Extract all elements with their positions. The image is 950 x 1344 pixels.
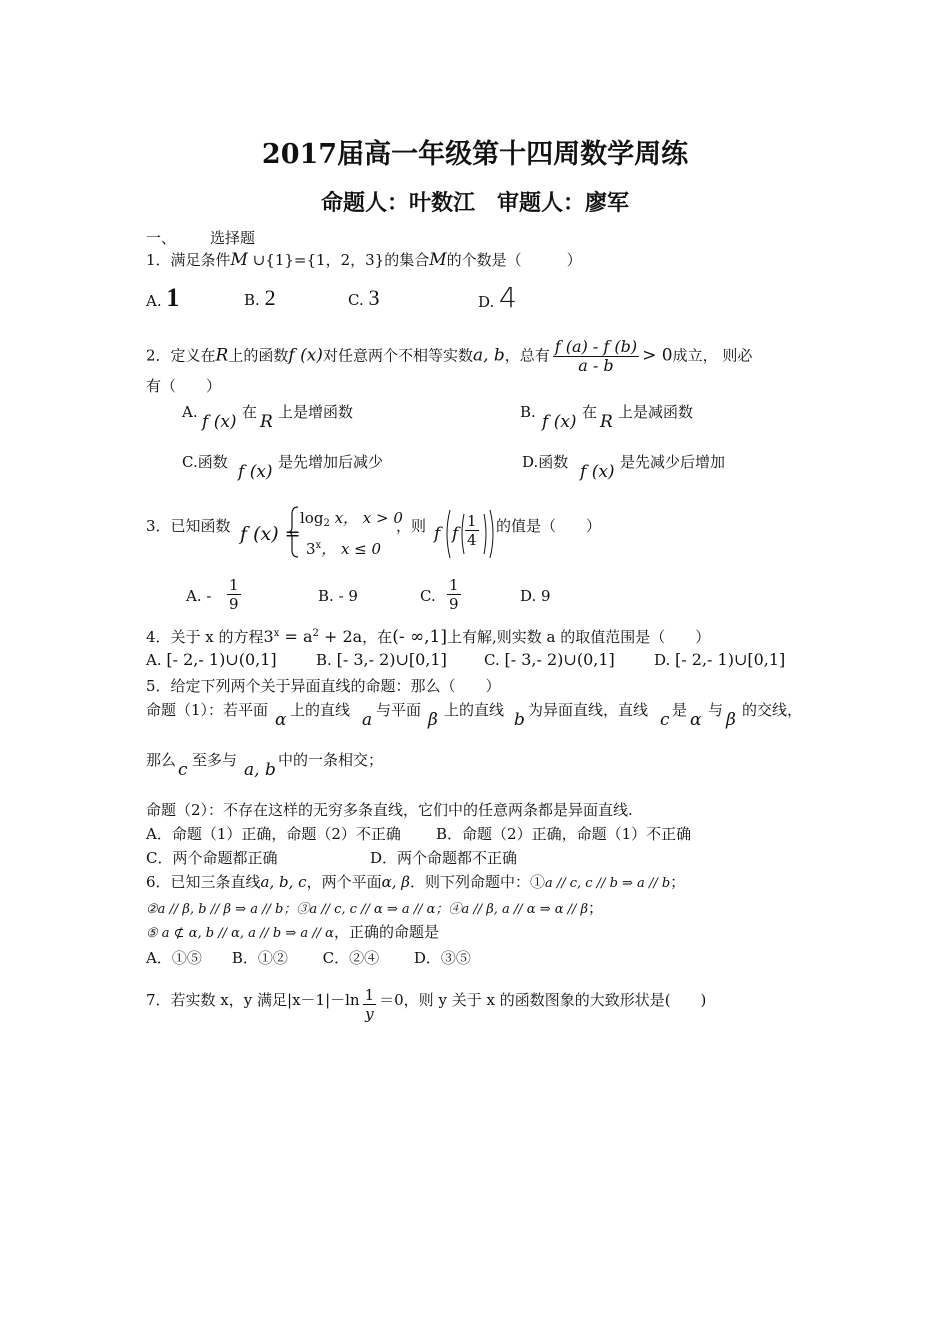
question-1-option-c: C. 3 [348, 285, 380, 310]
question-4-option-a: A. [- 2,- 1)∪(0,1] [146, 650, 277, 669]
question-6-options: A．①⑤ B．①② C．②④ D．③⑤ [146, 949, 471, 967]
question-6-statements: ②a // β, b // β ⇒ a // b；③a // c, c // α ⇒ a // α；④a // β, a // α ⇒ α // β； [146, 899, 604, 917]
question-2-stem: 2．定义在R上的函数f (x)对任意两个不相等实数a, b，总有 $\frac{f (a) - f (b)}{a - b}$ > 0成立， 则必 [146, 337, 753, 375]
question-2-option-c: C.函数 [182, 453, 228, 471]
question-5-option-c: C．两个命题都正确 [146, 849, 278, 867]
proposition-1-line-2: 那么 [146, 751, 177, 769]
question-6-stem: 6．已知三条直线a, b, c，两个平面α, β．则下列命题中：①a // c, c // b ⇒ a // b； [146, 873, 686, 891]
question-5-stem: 5．给定下列两个关于异面直线的命题：那么（ ） [146, 677, 501, 695]
piecewise-case-2: 3$^x$， x ≤ 0 [306, 540, 382, 558]
question-3-option-a: A. - [186, 587, 212, 605]
question-4-stem: 4．关于 x 的方程$3^x = a^2 + 2a$，在(- ∞,1]上有解,则实数 a 的取值范围是（ ） [146, 627, 711, 647]
question-1-option-a: A. 1 [146, 283, 180, 312]
question-6-statement-5: ⑤ a ⊄ α, b // α, a // b ⇒ a // α，正确的命题是 [146, 923, 439, 941]
question-4-option-c: C. [- 3,- 2)∪(0,1] [484, 650, 615, 669]
document-page: 2017届高一年级第十四周数学周练 命题人：叶数江 审题人：廖军 一、 选择题 1．满足条件M ∪{1}={1，2，3}的集合M的个数是（ ） A. 1 B. 2 C. 3 D. 4 2．定义在R上的函数f (x)对任意两个不相等实数a, b，总有 $\frac{f (a) - f (b)}{a - b}$ > 0成立， 则必 有（ ） A. f (x) 在 R 上是增函数 B. f (x) 在 R 上是减函数 C.函数 f (x) 是先增加后减少 D.函数 f (x) 是先减少后增加 3．已知函数 f (x) = $\log_2 x$， x > 0 3$^x$， x ≤ 0 ，则 f f $\frac{1}{4}$ 的值是（ ） A. - $\frac{1}{9}$ B. - 9 C. $\frac{1}{9}$ D. 9 4．关于 x 的方程$3^x = a^2 + 2a$，在(- ∞,1]上有解,则实数 a 的取值范围是（ ） A. [- 2,- 1)∪(0,1] B. [- 3,- 2)∪[0,1] C. [- 3,- 2)∪(0,1] D. [- 2,- 1)∪[0,1] 5．给定下列两个关于异面直线的命题：那么（ ） 命题（1）：若平面 α 上的直线 a 与平面 β 上的直线 b 为异面直线，直线 c 是 α 与 β 的交线， 那么 c 至多与 a, b 中的一条相交； 命题（2）：不存在这样的无穷多条直线，它们中的任意两条都是异面直线. A．命题（1）正确，命题（2）不正确 B．命题（2）正确，命题（1）不正确 C．两个命题都正确 D．两个命题都不正确 6．已知三条直线a, b, c，两个平面α, β．则下列命题中：①a // c, c // b ⇒ a // b； ②a // β, b // β ⇒ a // b；③a // c, c // α ⇒ a // α；④a // β, a // α ⇒ α // β； ⑤ a ⊄ α, b // α, a // b ⇒ a // α，正确的命题是 A．①⑤ B．①② C．②④ D．③⑤ 7．若实数 x，y 满足|x－1|－ln $\frac{1}{y}$ ＝0，则 y 关于 x 的函数图象的大致形状是( ) [0, 0, 950, 1344]
question-3-stem: 3．已知函数 [146, 517, 231, 535]
proposition-2: 命题（2）：不存在这样的无穷多条直线，它们中的任意两条都是异面直线. [146, 801, 633, 819]
question-3-option-d: D. 9 [520, 587, 551, 605]
piecewise-case-1: $\log_2 x$， x > 0 [300, 509, 403, 529]
question-2-fraction: $\frac{f (a) - f (b)}{a - b}$ [554, 337, 638, 375]
piecewise-brace [288, 506, 300, 558]
question-2-line-2: 有（ ） [146, 377, 222, 395]
question-2-option-a: A. [182, 403, 198, 421]
question-2-option-d: D.函数 [522, 453, 569, 471]
question-1-option-d: D. 4 [478, 281, 517, 314]
question-4-option-d: D. [- 2,- 1)∪[0,1] [654, 650, 786, 669]
section-number: 一、 [146, 229, 177, 247]
page-title: 2017届高一年级第十四周数学周练 [261, 139, 689, 170]
question-5-option-d: D．两个命题都不正确 [370, 849, 518, 867]
question-7-stem: 7．若实数 x，y 满足|x－1|－ln $\frac{1}{y}$ ＝0，则 y 关于 x 的函数图象的大致形状是( ) [146, 986, 707, 1023]
section-label: 选择题 [210, 229, 256, 247]
question-1-option-b: B. 2 [244, 285, 276, 310]
proposition-1: 命题（1）：若平面 [146, 701, 269, 719]
question-3-function: f (x) = [240, 523, 301, 545]
question-1-stem: 1．满足条件M ∪{1}={1，2，3}的集合M的个数是（ ） [146, 250, 582, 270]
question-3-option-c: C. [420, 587, 436, 605]
question-3-option-b: B. - 9 [318, 587, 358, 605]
question-5-option-b: B．命题（2）正确，命题（1）不正确 [436, 825, 692, 843]
question-5-option-a: A．命题（1）正确，命题（2）不正确 [146, 825, 401, 843]
question-4-option-b: B. [- 3,- 2)∪[0,1] [316, 650, 447, 669]
page-subtitle: 命题人：叶数江 审题人：廖军 [320, 190, 629, 216]
question-2-option-b: B. [520, 403, 536, 421]
question-3-fraction: $\frac{1}{4}$ [467, 512, 477, 549]
